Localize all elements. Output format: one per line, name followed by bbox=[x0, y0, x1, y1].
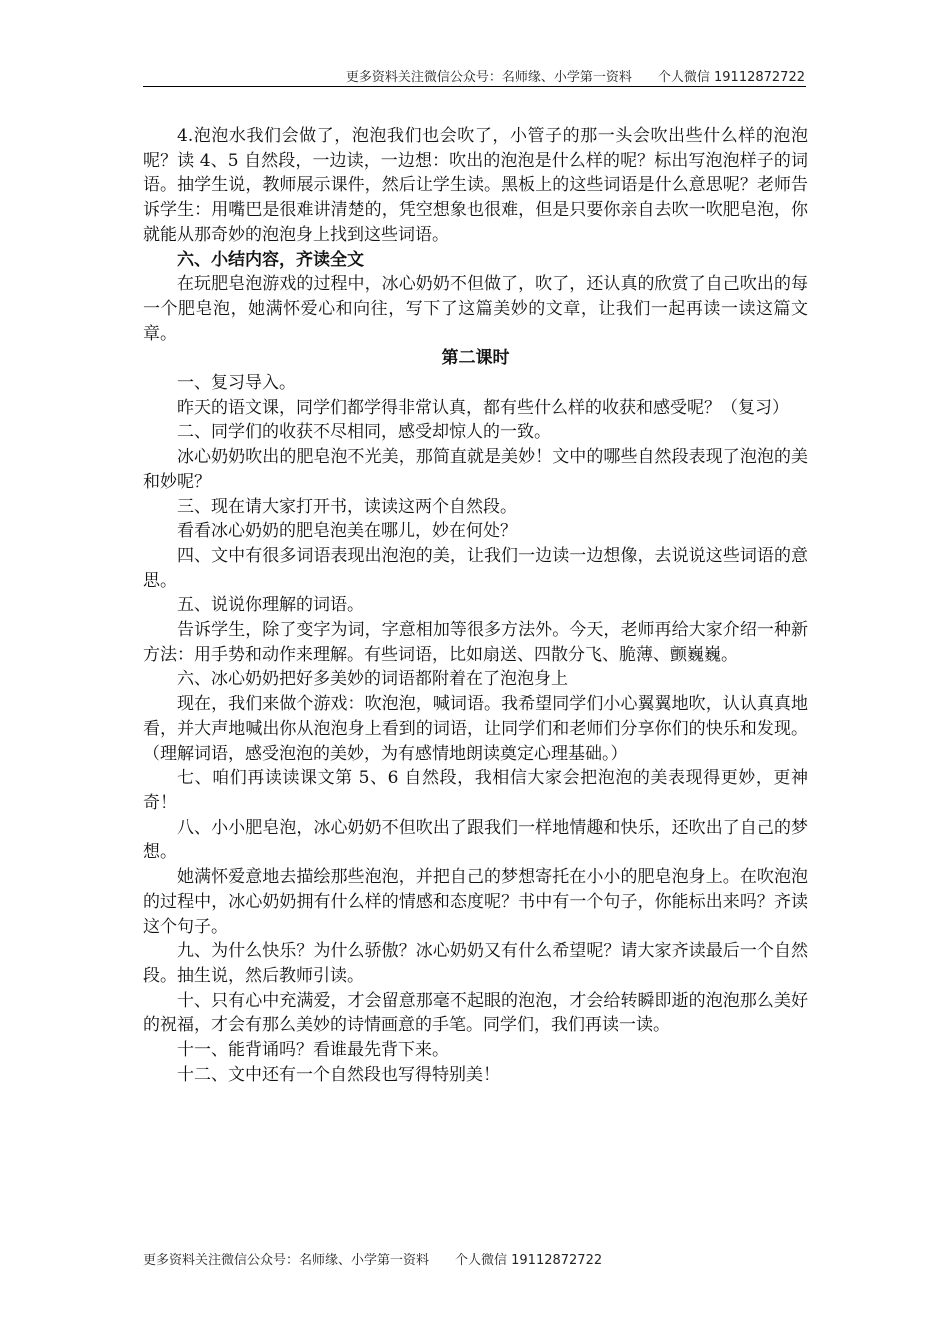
paragraph: 看看冰心奶奶的肥皂泡美在哪儿，妙在何处？ bbox=[177, 521, 517, 542]
paragraph: 她满怀爱意地去描绘那些泡泡，并把自己的梦想寄托在小小的肥皂泡身上。在吹泡泡的过程中，冰心奶奶拥有什么样的情感和态度呢？书中有一个句子，你能标出来吗？齐读这个句子。 bbox=[143, 867, 808, 937]
paragraph: 冰心奶奶吹出的肥皂泡不光美，那简直就是美妙！文中的哪些自然段表现了泡泡的美和妙呢？ bbox=[143, 447, 808, 492]
paragraph: 现在，我们来做个游戏：吹泡泡，喊词语。我希望同学们小心翼翼地吹，认认真真地看，并大声地喊出你从泡泡身上看到的词语，让同学们和老师们分享你们的快乐和发现。（理解词语，感受泡泡的美妙，为有感情地朗读奠定心理基础。） bbox=[143, 694, 808, 764]
step-heading: 一、复习导入。 bbox=[177, 373, 296, 394]
page-header: 更多资料关注微信公众号：名师缘、小学第一资料 个人微信 19112872722 bbox=[345, 70, 805, 85]
page-footer: 更多资料关注微信公众号：名师缘、小学第一资料 个人微信 19112872722 bbox=[143, 1253, 603, 1268]
step-heading: 八、小小肥皂泡，冰心奶奶不但吹出了跟我们一样地情趣和快乐，还吹出了自己的梦想。 bbox=[143, 817, 808, 863]
paragraph: 在玩肥皂泡游戏的过程中，冰心奶奶不但做了，吹了，还认真的欣赏了自己吹出的每一个肥皂泡，她满怀爱心和向往，写下了这篇美妙的文章，让我们一起再读一读这篇文章。 bbox=[143, 274, 808, 344]
header-divider bbox=[143, 86, 806, 87]
step-heading: 三、现在请大家打开书，读读这两个自然段。 bbox=[177, 496, 517, 517]
step-heading: 十二、文中还有一个自然段也写得特别美！ bbox=[177, 1064, 500, 1085]
paragraph: 4.泡泡水我们会做了，泡泡我们也会吹了，小管子的那一头会吹出些什么样的泡泡呢？读 4、5 自然段，一边读，一边想：吹出的泡泡是什么样的呢？标出写泡泡样子的词语。抽学生说，教师展示课件，然后让学生读。黑板上的这些词语是什么意思呢？老师告诉学生：用嘴巴是很难讲清楚的，凭空想象也很难，但是只要你亲自去吹一吹肥皂泡，你就能从那奇妙的泡泡身上找到这些词语。 bbox=[143, 126, 808, 245]
section-heading: 六、小结内容，齐读全文 bbox=[177, 249, 364, 270]
paragraph: 告诉学生，除了变字为词，字意相加等很多方法外。今天，老师再给大家介绍一种新方法：用手势和动作来理解。有些词语，比如扇送、四散分飞、脆薄、颤巍巍。 bbox=[143, 620, 808, 665]
step-heading: 十、只有心中充满爱，才会留意那毫不起眼的泡泡，才会给转瞬即逝的泡泡那么美好的祝福，才会有那么美妙的诗情画意的手笔。同学们，我们再读一读。 bbox=[143, 990, 808, 1036]
step-heading: 四、文中有很多词语表现出泡泡的美，让我们一边读一边想像，去说说这些词语的意思。 bbox=[143, 545, 808, 591]
document-body bbox=[143, 124, 808, 1087]
step-heading: 七、咱们再读读课文第 5、6 自然段，我相信大家会把泡泡的美表现得更妙，更神奇！ bbox=[143, 768, 808, 813]
step-heading: 十一、能背诵吗？看谁最先背下来。 bbox=[177, 1040, 449, 1061]
step-heading: 九、为什么快乐？为什么骄傲？冰心奶奶又有什么希望呢？请大家齐读最后一个自然段。抽生说，然后教师引读。 bbox=[143, 941, 808, 986]
step-heading: 五、说说你理解的词语。 bbox=[177, 595, 364, 616]
lesson-title: 第二课时 bbox=[441, 348, 510, 369]
step-heading: 六、冰心奶奶把好多美妙的词语都附着在了泡泡身上 bbox=[177, 669, 568, 690]
paragraph: 昨天的语文课，同学们都学得非常认真，都有些什么样的收获和感受呢？（复习） bbox=[177, 397, 789, 418]
step-heading: 二、同学们的收获不尽相同，感受却惊人的一致。 bbox=[177, 422, 551, 443]
